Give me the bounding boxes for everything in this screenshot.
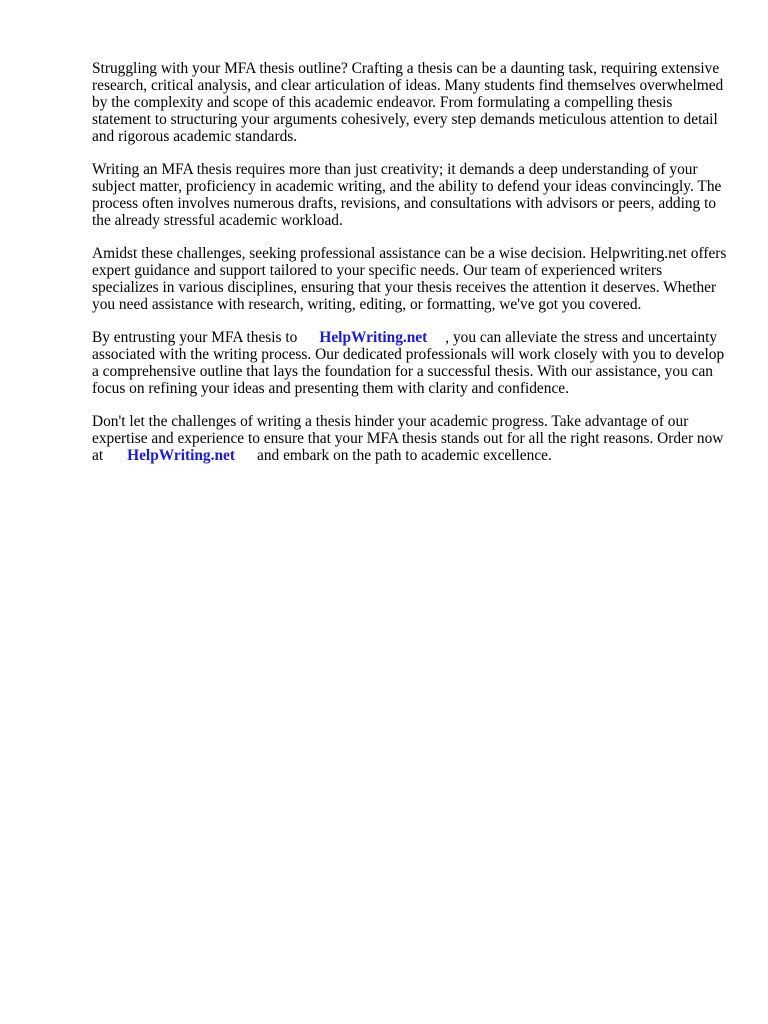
paragraph-entrusting-text-before: By entrusting your MFA thesis to xyxy=(92,329,298,346)
document-body xyxy=(92,60,728,480)
helpwriting-link-1[interactable]: HelpWriting.net xyxy=(319,329,428,346)
paragraph-cta-text-after: and embark on the path to academic excellence. xyxy=(257,447,552,464)
paragraph-intro: Struggling with your MFA thesis outline? Crafting a thesis can be a daunting task, requiring extensive research, critical analysis, and clear articulation of ideas. Many students find themselves overwhelmed by the complexity and scope of this academic endeavor. From formulating a compelling thesis statement to structuring your arguments cohesively, every step demands meticulous attention to detail and rigorous academic standards. xyxy=(92,60,724,145)
paragraph-requirements: Writing an MFA thesis requires more than just creativity; it demands a deep understanding of your subject matter, proficiency in academic writing, and the ability to defend your ideas convincingly. The process often involves numerous drafts, revisions, and consultations with advisors or peers, adding to the already stressful academic workload. xyxy=(92,161,722,229)
paragraph-cta-text-before: Don't let the challenges of writing a thesis hinder your academic progress. Take advantage of our expertise and experience to ensure that your MFA thesis stands out for all the right reasons. Order now at xyxy=(92,413,724,464)
paragraph-call-to-action xyxy=(92,413,728,464)
helpwriting-link-2[interactable]: HelpWriting.net xyxy=(127,447,235,464)
paragraph-entrusting xyxy=(92,329,728,397)
paragraph-entrusting-text-after: , you can alleviate the stress and uncertainty associated with the writing process. Our dedicated professionals will work closely with you to develop a comprehensive outline that lays the foundation for a successful thesis. With our assistance, you can focus on refining your ideas and presenting them with clarity and confidence. xyxy=(92,329,725,397)
paragraph-assistance: Amidst these challenges, seeking professional assistance can be a wise decision. Helpwriting.net offers expert guidance and support tailored to your specific needs. Our team of experienced writers specializes in various disciplines, ensuring that your thesis receives the attention it deserves. Whether you need assistance with research, writing, editing, or formatting, we've got you covered. xyxy=(92,245,727,313)
